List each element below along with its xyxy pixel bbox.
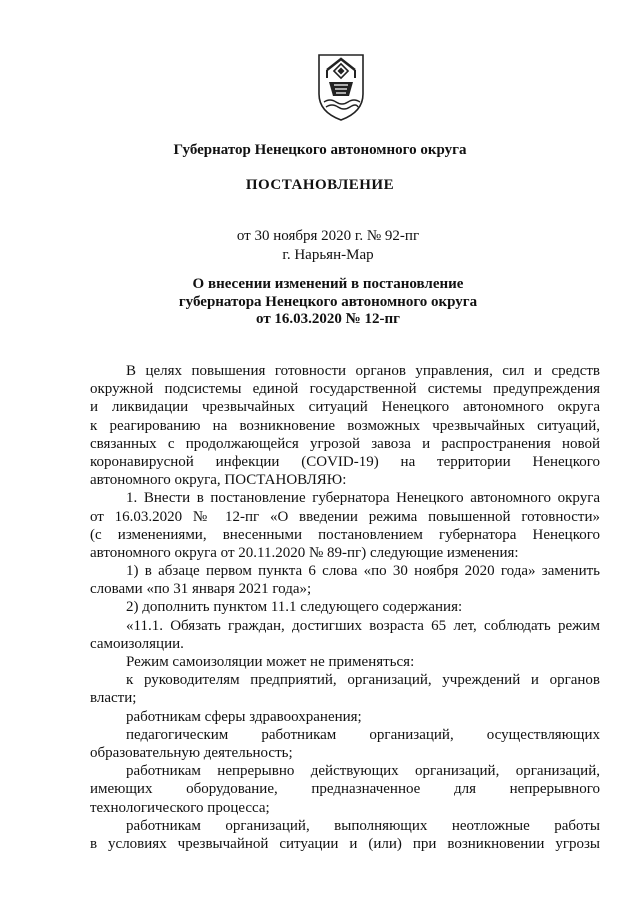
document-body	[90, 362, 600, 853]
body-line: работникам организаций, выполняющих неотложные работы	[126, 817, 600, 834]
subject-line: губернатора Ненецкого автономного округа	[178, 293, 478, 310]
body-line: Режим самоизоляции может не применяться:	[126, 654, 415, 670]
body-line: В целях повышения готовности органов управления, сил и средств	[126, 363, 600, 379]
body-line: работникам непрерывно действующих организаций, организаций,	[126, 763, 600, 780]
body-line: автономного округа, ПОСТАНОВЛЯЮ:	[90, 472, 347, 489]
subject-line: О внесении изменений в постановление	[192, 276, 464, 292]
body-line: в условиях чрезвычайной ситуации и (или) при возникновении угрозы	[90, 835, 600, 852]
body-line: власти;	[90, 690, 137, 707]
subject-line: от 16.03.2020 № 12-пг	[256, 311, 400, 327]
body-line: связанных с продолжающейся угрозой завоза и распространения новой	[90, 435, 600, 452]
body-line: автономного округа от 20.11.2020 № 89-пг) следующие изменения:	[90, 544, 519, 561]
body-line: образовательную деятельность;	[90, 744, 293, 761]
document-city: г. Нарьян-Мар	[282, 247, 374, 263]
body-line: технологического процесса;	[90, 799, 270, 816]
body-line: 2) дополнить пунктом 11.1 следующего содержания:	[126, 599, 463, 616]
body-line: педагогическим работникам организаций, осуществляющих	[126, 726, 600, 743]
body-line: 1) в абзаце первом пункта 6 слова «по 30 ноября 2020 года» заменить	[126, 563, 600, 580]
body-line: коронавирусной инфекции (COVID-19) на территории Ненецкого	[90, 453, 600, 470]
authority-title: Губернатор Ненецкого автономного округа	[173, 142, 467, 158]
body-line: «11.1. Обязать граждан, достигших возраста 65 лет, соблюдать режим	[126, 617, 600, 634]
document-subject	[8, 276, 640, 329]
document-date-number: от 30 ноября 2020 г. № 92-пг	[236, 228, 420, 244]
coat-of-arms-icon	[316, 52, 366, 122]
body-line: от 16.03.2020 № 12-пг «О введении режима повышенной готовности»	[90, 508, 600, 525]
body-line: словами «по 31 января 2021 года»;	[90, 581, 312, 598]
body-line: имеющих оборудование, предназначенное для непрерывного	[90, 781, 600, 798]
body-line: и ликвидации чрезвычайных ситуаций Ненецкого автономного округа	[90, 399, 600, 416]
body-line: 1. Внести в постановление губернатора Ненецкого автономного округа	[126, 490, 600, 507]
body-line: работникам сферы здравоохранения;	[126, 708, 362, 725]
body-line: окружной подсистемы единой государственной системы предупреждения	[90, 381, 600, 398]
body-line: самоизоляции.	[90, 635, 184, 652]
body-line: (с изменениями, внесенными постановлением губернатора Ненецкого	[90, 526, 600, 543]
body-line: к реагированию на возникновение возможных чрезвычайных ситуаций,	[90, 417, 600, 434]
document-type: ПОСТАНОВЛЕНИЕ	[245, 177, 395, 193]
body-line: к руководителям предприятий, организаций, учреждений и органов	[126, 672, 600, 689]
